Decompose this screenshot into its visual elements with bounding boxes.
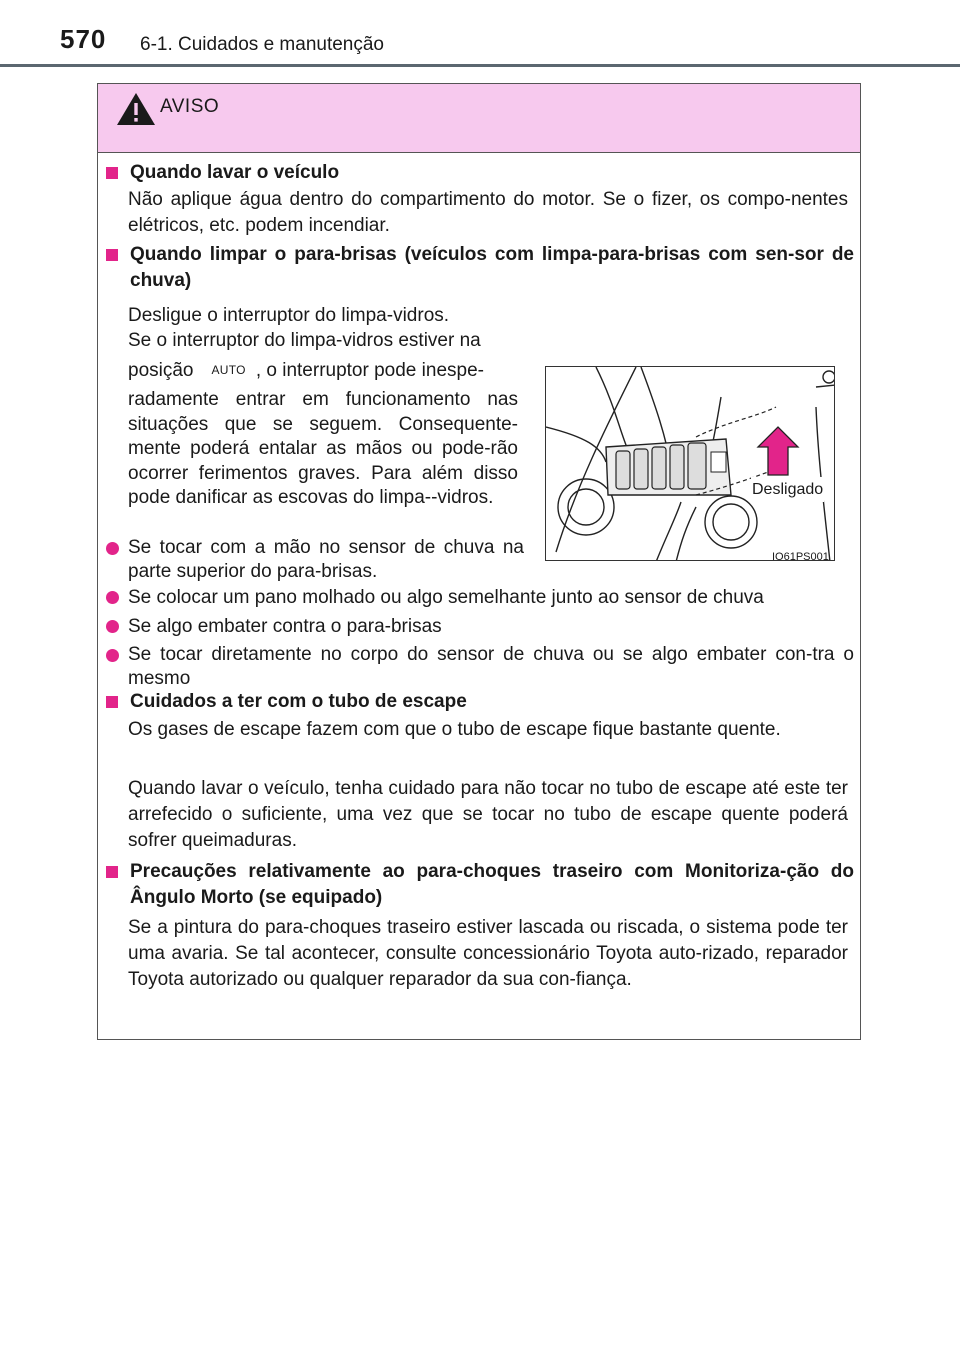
- square-bullet-icon: [106, 167, 118, 179]
- paragraph: Os gases de escape fazem com que o tubo de escape fique bastante quente.: [128, 719, 781, 740]
- list-item: Se algo embater contra o para-brisas: [106, 614, 856, 639]
- warning-box: [97, 83, 861, 1040]
- section-heading: Cuidados a ter com o tubo de escape: [106, 689, 846, 714]
- wiper-switch-illustration: [545, 366, 835, 561]
- list-item: Se tocar com a mão no sensor de chuva na parte superior do para-brisas.: [106, 536, 524, 584]
- section-title: 6-1. Cuidados e manutenção: [140, 34, 384, 55]
- warning-header: [98, 84, 860, 153]
- page-number: 570: [60, 24, 107, 54]
- round-bullet-icon: [106, 649, 119, 662]
- paragraph: radamente entrar em funcionamento nas situações que se seguem. Consequente-mente poderá entalar as mãos ou pode-rão ocorrer ferimentos graves. Para além disso pode danificar as escovas do limpa--vidros.: [128, 389, 518, 508]
- square-bullet-icon: [106, 866, 118, 878]
- header-rule: [0, 64, 960, 67]
- round-bullet-icon: [106, 620, 119, 633]
- section-heading: Quando limpar o para-brisas (veículos com limpa-para-brisas com sen-sor de chuva): [106, 242, 854, 294]
- section-heading: Quando lavar o veículo: [106, 160, 846, 185]
- wiper-switch-icon: [546, 367, 835, 561]
- figure-code: IO61PS001: [772, 551, 829, 561]
- list-item: Se tocar diretamente no corpo do sensor de chuva ou se algo embater con-tra o mesmo: [106, 643, 854, 691]
- page-header: [0, 0, 960, 68]
- paragraph: posição AUTO , o interruptor pode inespe-: [128, 360, 484, 381]
- paragraph: Desligue o interruptor do limpa-vidros. Se o interruptor do limpa-vidros estiver na: [128, 305, 481, 351]
- figure-label-off: Desligado: [751, 477, 824, 502]
- paragraph: Se a pintura do para-choques traseiro estiver lascada ou riscada, o sistema pode ter uma avaria. Se tal acontecer, consulte concessionário Toyota auto-rizado, reparador Toyota autorizado ou qualquer reparador da sua con-fiança.: [128, 917, 848, 990]
- paragraph: Quando lavar o veículo, tenha cuidado para não tocar no tubo de escape até este ter arrefecido o suficiente, uma vez que se tocar no tubo de escape quente poderá sofrer queimaduras.: [128, 778, 848, 851]
- paragraph: Não aplique água dentro do compartimento do motor. Se o fizer, os compo-nentes elétricos, etc. podem incendiar.: [128, 189, 848, 236]
- warning-triangle-icon: [116, 92, 156, 126]
- auto-position-symbol: AUTO: [211, 363, 246, 377]
- square-bullet-icon: [106, 696, 118, 708]
- round-bullet-icon: [106, 591, 119, 604]
- round-bullet-icon: [106, 542, 119, 555]
- section-heading: Precauções relativamente ao para-choques traseiro com Monitoriza-ção do Ângulo Morto (se equipado): [106, 859, 854, 911]
- warning-title: AVISO: [160, 96, 220, 117]
- list-item: Se colocar um pano molhado ou algo semelhante junto ao sensor de chuva: [106, 585, 856, 610]
- square-bullet-icon: [106, 249, 118, 261]
